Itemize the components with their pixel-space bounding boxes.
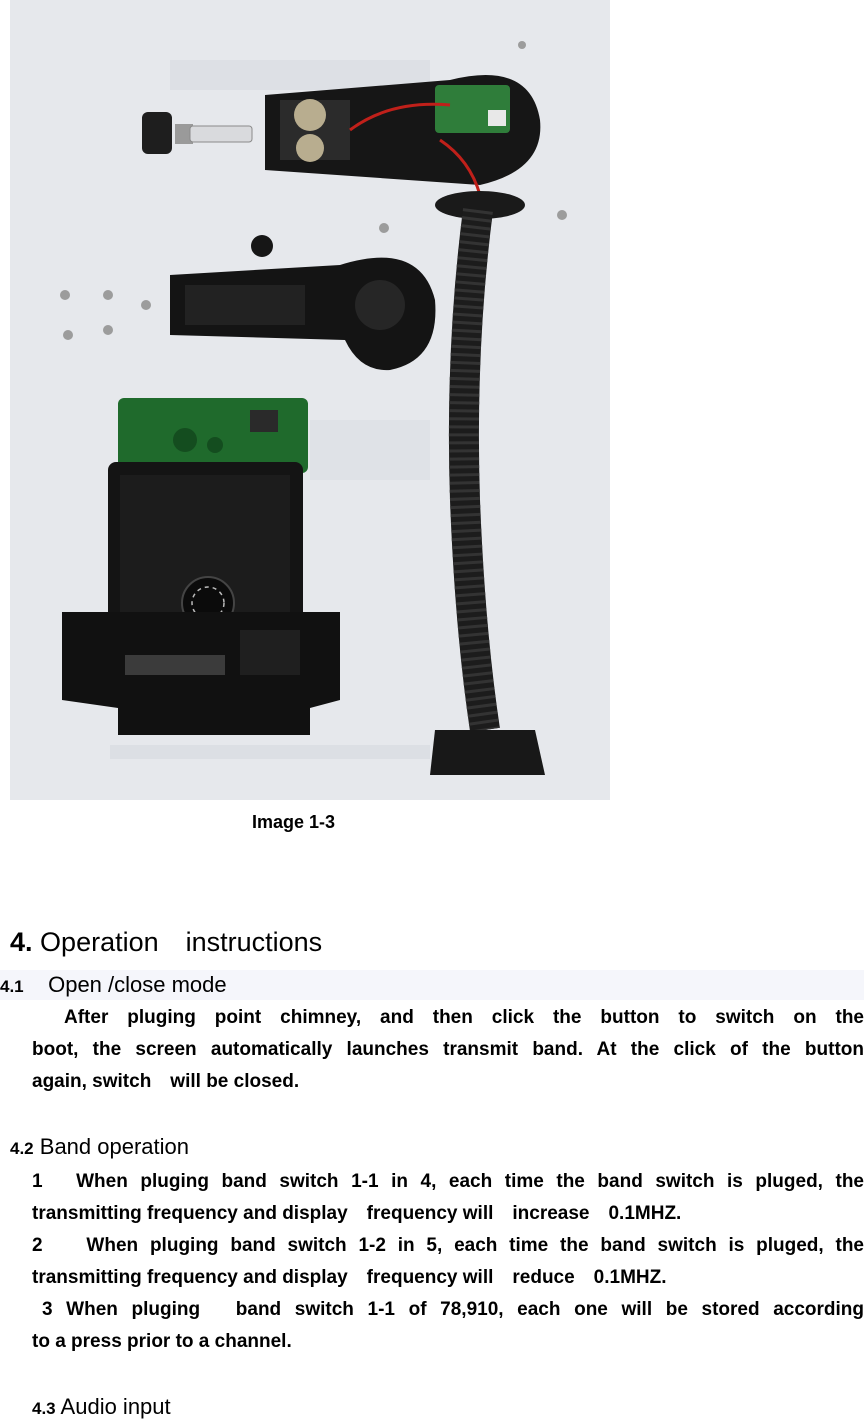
figure-caption: Image 1-3	[252, 812, 336, 832]
subsection-number: 4.3	[32, 1399, 56, 1418]
subsection-number: 4.1	[0, 977, 24, 996]
subsection-heading-4-1	[0, 972, 227, 998]
paragraph-line: After pluging point chimney, and then click the button to switch on the	[64, 1007, 864, 1028]
subsection-heading-4-2	[10, 1134, 189, 1160]
device-photo	[10, 0, 610, 800]
subsection-title: Audio input	[60, 1394, 171, 1419]
paragraph-line: 3 When pluging band switch 1-1 of 78,910, each one will be stored according	[42, 1299, 864, 1320]
paragraph-line: transmitting frequency and display frequency will reduce 0.1MHZ.	[32, 1267, 667, 1288]
paragraph-line: 2 When pluging band switch 1-2 in 5, each time the band switch is pluged, the	[32, 1235, 864, 1256]
paragraph-open-close	[32, 1002, 864, 1098]
paragraph-line: again, switch will be closed.	[32, 1071, 300, 1092]
paragraph-line: transmitting frequency and display frequency will increase 0.1MHZ.	[32, 1203, 682, 1224]
paragraph-line: boot, the screen automatically launches transmit band. At the click of the button	[32, 1039, 864, 1060]
section-title: Operation instructions	[40, 927, 323, 957]
section-heading	[10, 920, 322, 959]
device-parts-illustration	[10, 0, 610, 800]
subsection-title: Band operation	[39, 1134, 189, 1159]
subsection-number: 4.2	[10, 1139, 34, 1158]
paragraph-band-operation	[32, 1166, 864, 1358]
circuit-board	[118, 398, 308, 473]
subsection-heading-4-3	[32, 1394, 171, 1420]
subsection-title: Open /close mode	[48, 972, 227, 997]
section-number: 4.	[10, 927, 33, 957]
paragraph-line: to a press prior to a channel.	[32, 1331, 292, 1352]
paragraph-line: 1 When pluging band switch 1-1 in 4, each time the band switch is pluged, the	[32, 1171, 864, 1192]
